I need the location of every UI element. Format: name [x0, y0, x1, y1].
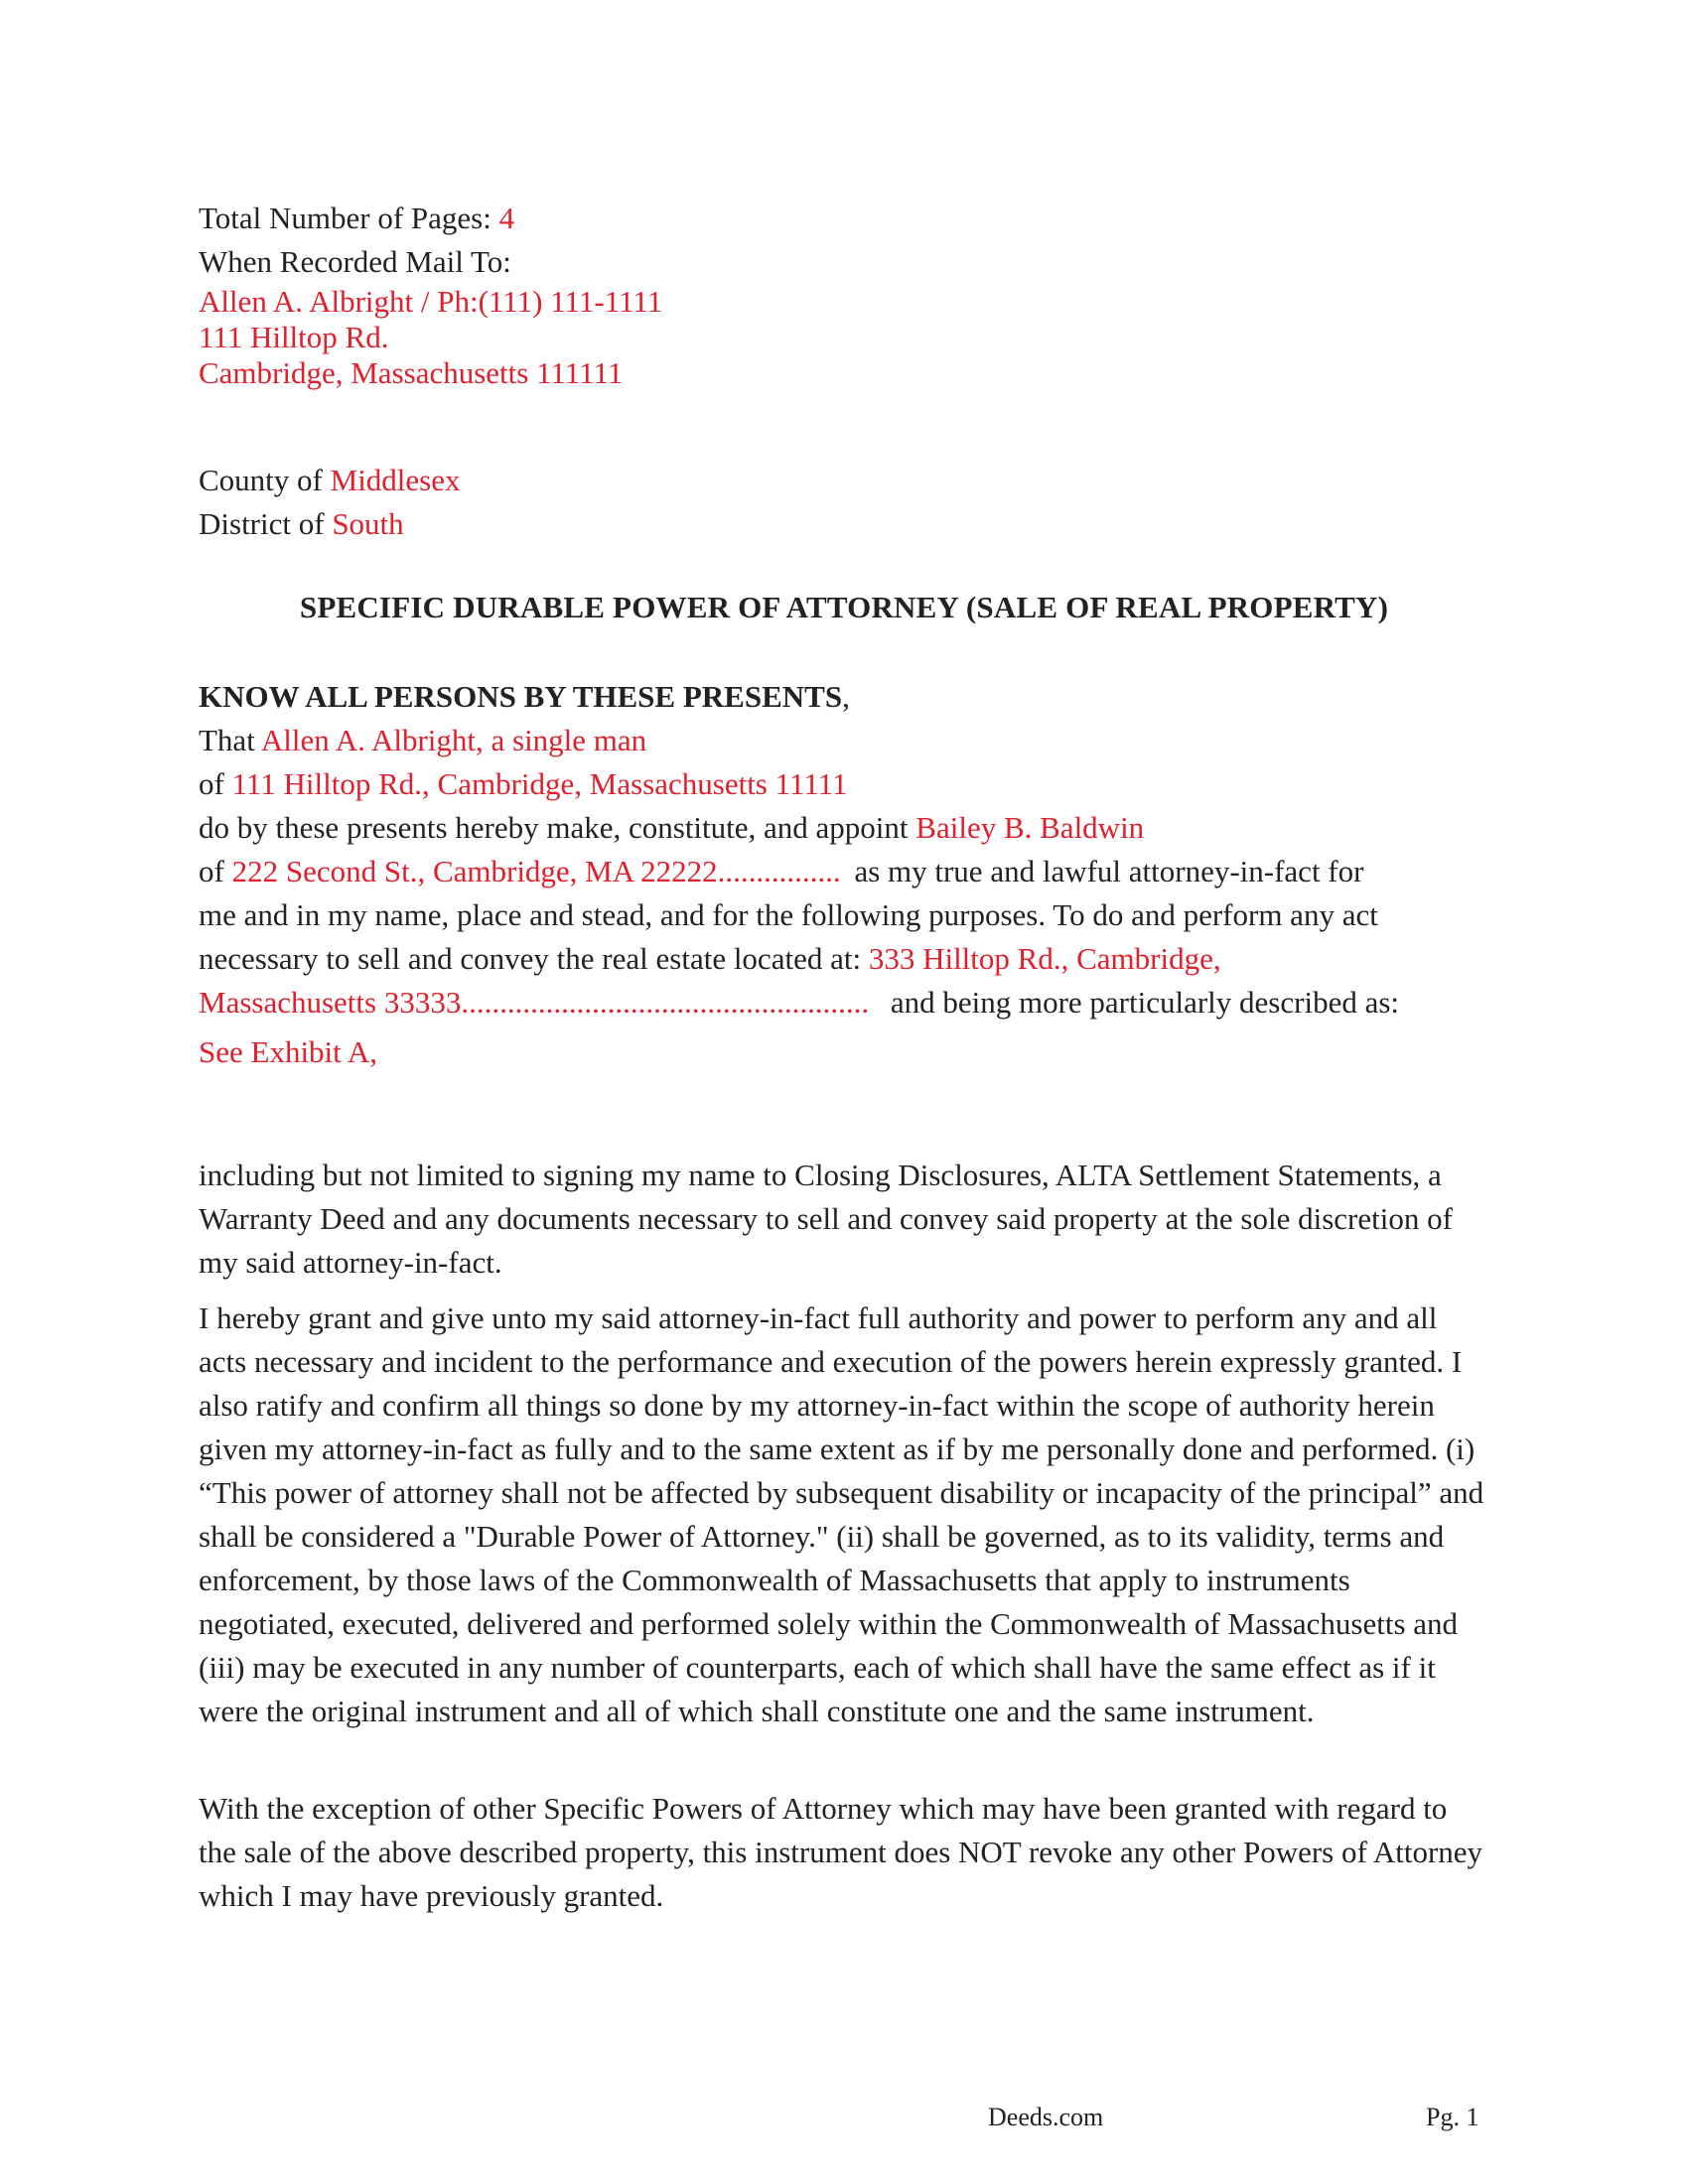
of-label-2: of: [199, 854, 224, 888]
footer-page-number: Pg. 1: [1426, 2103, 1479, 2131]
of-label: of: [199, 766, 224, 801]
mail-to-label: When Recorded Mail To:: [199, 244, 511, 279]
know-all-line: [199, 675, 1489, 719]
total-pages-value: 4: [498, 201, 515, 235]
county-value: Middlesex: [330, 463, 461, 497]
that-label: That: [199, 723, 255, 757]
appoint-text: do by these presents hereby make, constitute, and appoint: [199, 810, 909, 845]
purposes-line: me and in my name, place and stead, and for the following purposes. To do and perform any act: [199, 897, 1378, 932]
mail-to-line2: 111 Hilltop Rd.: [199, 320, 389, 354]
district-label: District of: [199, 506, 325, 541]
described-as-text: and being more particularly described as:: [890, 985, 1400, 1020]
know-all-heading: KNOW ALL PERSONS BY THESE PRESENTS: [199, 679, 843, 714]
paragraph-2: I hereby grant and give unto my said attorney-in-fact full authority and power to perform any and all acts necessary and incident to the performance and execution of the powers herein expressly granted. I also ratify and confirm all things so done by my attorney-in-fact within the scope of authority herein given my attorney-in-fact as fully and to the same extent as if by me personally done and performed. (i) “This power of attorney shall not be affected by subsequent disability or incapacity of the principal” and shall be considered a "Durable Power of Attorney." (ii) shall be governed, as to its validity, terms and enforcement, by those laws of the Commonwealth of Massachusetts that apply to instruments negotiated, executed, delivered and performed solely within the Commonwealth of Massachusetts and (iii) may be executed in any number of counterparts, each of which shall have the same effect as if it were the original instrument and all of which shall constitute one and the same instrument.: [199, 1300, 1484, 1728]
total-pages-line: [199, 197, 1489, 240]
paragraph-3: With the exception of other Specific Powers of Attorney which may have been granted with regard to the sale of the above described property, this instrument does NOT revoke any other Powers of Attorney which I may have previously granted.: [199, 1791, 1483, 1913]
property-line: [199, 937, 1489, 981]
district-value: South: [332, 506, 404, 541]
paragraph-1: including but not limited to signing my name to Closing Disclosures, ALTA Settlement Statements, a Warranty Deed and any documents necessary to sell and convey said property at the sole discretion of my said attorney-in-fact.: [199, 1158, 1453, 1280]
necessary-text: necessary to sell and convey the real estate located at:: [199, 941, 862, 976]
property-line-2: [199, 981, 1489, 1024]
district-line: [199, 502, 1489, 546]
principal-line: [199, 719, 1489, 762]
county-line: [199, 459, 1489, 502]
mail-to-line1: Allen A. Albright / Ph:(111) 111-1111: [199, 284, 663, 319]
intro-block: [199, 675, 1489, 1074]
recording-header: [199, 197, 1489, 284]
footer-site: Deeds.com: [988, 2103, 1104, 2131]
true-lawful-text: as my true and lawful attorney-in-fact for: [854, 854, 1364, 888]
know-all-comma: ,: [842, 679, 850, 714]
document-title: SPECIFIC DURABLE POWER OF ATTORNEY (SALE OF REAL PROPERTY): [299, 590, 1389, 624]
property-address-part2: Massachusetts 33333.....................................................: [199, 985, 870, 1020]
agent-name: Bailey B. Baldwin: [915, 810, 1145, 845]
principal-name: Allen A. Albright, a single man: [260, 723, 647, 757]
county-district: [199, 459, 1489, 546]
exhibit-reference: See Exhibit A,: [199, 1034, 377, 1069]
property-address-part1: 333 Hilltop Rd., Cambridge,: [868, 941, 1221, 976]
agent-address: 222 Second St., Cambridge, MA 22222................: [231, 854, 841, 888]
mail-to-line3: Cambridge, Massachusetts 111111: [199, 355, 624, 390]
mail-to-address: [199, 284, 1489, 391]
agent-address-line: [199, 850, 1489, 893]
county-label: County of: [199, 463, 323, 497]
principal-address-line: [199, 762, 1489, 806]
appoint-line: [199, 806, 1489, 850]
principal-address: 111 Hilltop Rd., Cambridge, Massachusetts 11111: [231, 766, 848, 801]
total-pages-label: Total Number of Pages:: [199, 201, 492, 235]
